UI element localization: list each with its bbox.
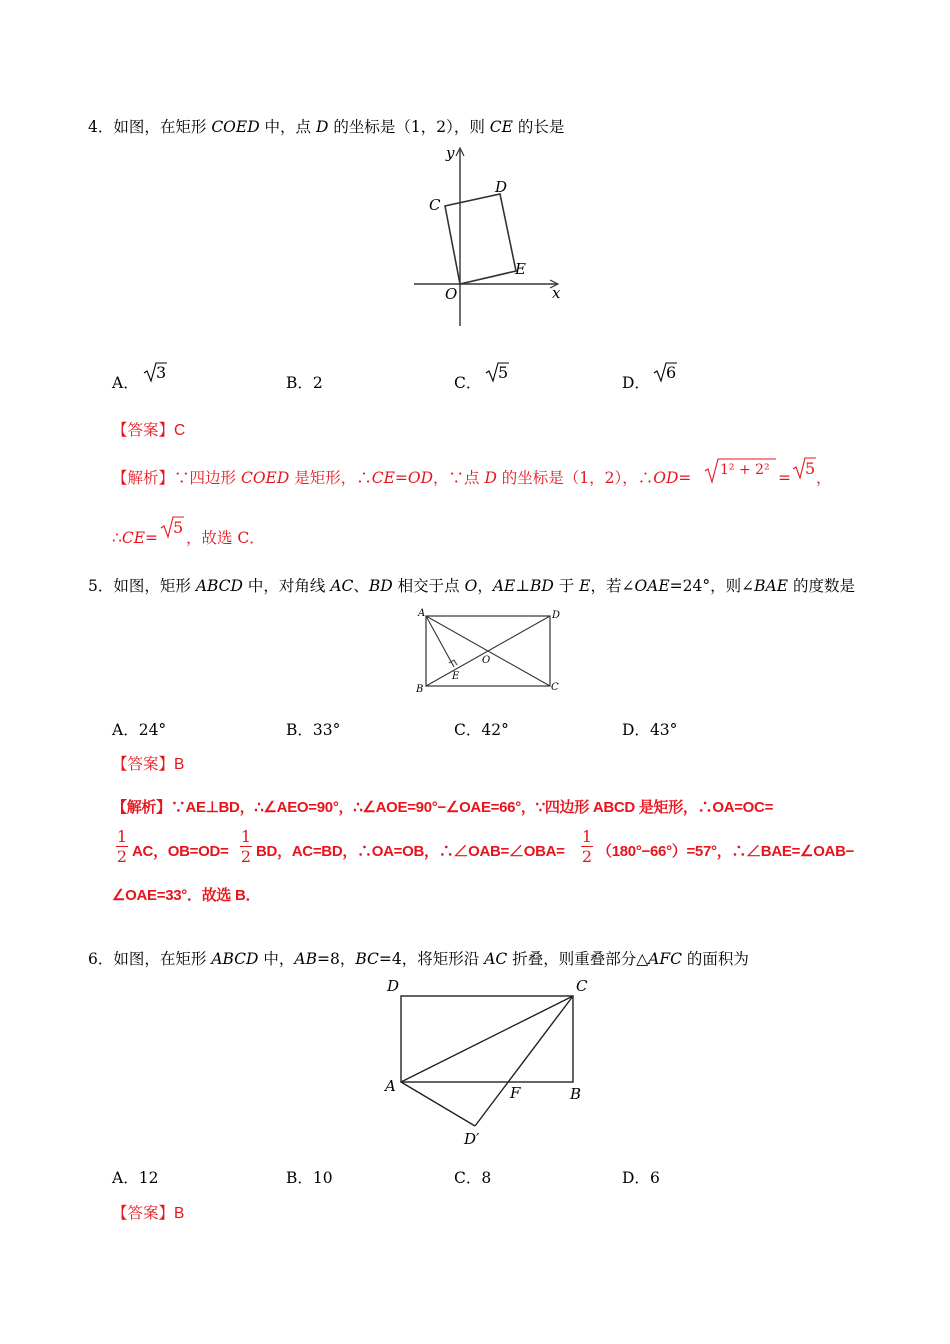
q6-answer-value: B — [174, 1205, 185, 1222]
q6-option-a[interactable] — [112, 1168, 158, 1188]
q5-frac-3-num: 1 — [581, 827, 593, 846]
text-segment: =8， — [317, 950, 356, 968]
text-segment: BC — [355, 950, 379, 968]
q5-label-b: B — [416, 684, 424, 695]
q6-label-dprime: D′ — [464, 1130, 480, 1148]
text-segment: 的度数是 — [788, 577, 855, 595]
q4-analysis-eq: = — [778, 469, 791, 487]
text-segment: 的面积为 — [681, 950, 749, 968]
q6-option-a-value: 12 — [138, 1169, 159, 1187]
q4-analysis-conclusion: ，故选 C． — [186, 529, 265, 547]
q4-analysis-sqrt-sum — [704, 456, 774, 484]
text-segment: O — [464, 577, 478, 595]
text-segment: ⊥ — [515, 577, 530, 595]
q6-stem-text — [113, 950, 749, 968]
q4-analysis-sqrt5-radicand: 5 — [805, 459, 816, 478]
text-segment: =4，将矩形沿 — [378, 950, 485, 968]
q4-option-c-radicand: 5 — [498, 363, 509, 382]
q4-stem — [88, 117, 564, 137]
text-segment: BD — [529, 577, 554, 595]
q4-option-b-letter: B． — [286, 374, 313, 392]
q5-label-e: E — [452, 671, 460, 682]
q4-analysis-text — [174, 469, 691, 487]
text-segment: ，若∠ — [590, 577, 635, 595]
q5-option-b[interactable] — [286, 720, 340, 740]
q5-option-c-value: 42° — [481, 721, 509, 739]
q4-label-e: E — [515, 260, 526, 278]
q4-analysis-line1 — [112, 468, 691, 489]
text-segment: 的长是 — [512, 118, 565, 136]
text-segment: OAE — [634, 577, 670, 595]
text-segment: 的坐标是（1，2），则 — [328, 118, 490, 136]
q5-analysis-line1 — [112, 798, 773, 818]
q5-stem-text — [113, 577, 855, 595]
q6-option-c[interactable] — [454, 1168, 491, 1188]
q5-analysis-l2a: AC，OB=OD= — [132, 843, 229, 860]
text-segment: AC — [484, 950, 508, 968]
q4-analysis-sqrt-inner: 1² + 2² — [720, 462, 770, 478]
q4-option-a-radicand: 3 — [156, 363, 167, 382]
text-segment: ， — [477, 577, 493, 595]
q4-option-d-letter: D． — [622, 374, 650, 392]
q4-analysis-line2-radicand: 5 — [173, 518, 184, 537]
text-segment: E — [579, 577, 591, 595]
q6-label-d: D — [387, 977, 400, 995]
text-segment: 如图，矩形 — [113, 577, 196, 595]
text-segment: COED — [240, 469, 290, 487]
text-segment: COED — [211, 118, 260, 136]
text-segment: AE — [492, 577, 516, 595]
q5-label-o: O — [482, 655, 491, 666]
q5-label-c: C — [551, 682, 559, 693]
q4-answer — [112, 421, 185, 441]
q5-figure — [412, 604, 572, 696]
q6-option-b-value: 10 — [312, 1169, 333, 1187]
q6-answer-label: 【答案】 — [112, 1205, 175, 1222]
q4-label-c: C — [429, 196, 441, 214]
text-segment: 中，点 — [259, 118, 316, 136]
q5-frac-2-num: 1 — [240, 827, 252, 846]
q4-analysis-line2 — [112, 528, 158, 548]
q4-option-a[interactable] — [112, 373, 139, 393]
q5-label-d: D — [552, 610, 561, 621]
text-segment: CE — [489, 118, 513, 136]
q5-option-a-value: 24° — [138, 721, 167, 739]
q6-option-c-value: 8 — [481, 1169, 492, 1187]
q5-analysis-line3: ∠OAE=33°．故选 B． — [112, 887, 261, 904]
q4-option-b-value: 2 — [312, 374, 323, 392]
q5-frac-2 — [239, 827, 253, 866]
q5-option-b-value: 33° — [312, 721, 341, 739]
q4-option-c-letter: C． — [454, 374, 482, 392]
text-segment: ABCD — [211, 950, 259, 968]
text-segment: 于 — [553, 577, 580, 595]
text-segment: BD — [368, 577, 393, 595]
q6-option-b[interactable] — [286, 1168, 333, 1188]
q5-answer-value: B — [174, 756, 185, 773]
q5-option-c-letter: C． — [454, 721, 482, 739]
q5-analysis-l2b: BD，AC=BD，∴OA=OB，∴∠OAB=∠OBA= — [256, 843, 565, 860]
q6-option-b-letter: B． — [286, 1169, 313, 1187]
q6-option-c-letter: C． — [454, 1169, 482, 1187]
q5-number: 5． — [88, 577, 114, 595]
q6-option-d-value: 6 — [649, 1169, 660, 1187]
q4-analysis-therefore: ∴ — [112, 529, 122, 547]
q5-option-a[interactable] — [112, 720, 166, 740]
text-segment: ABCD — [195, 577, 243, 595]
text-segment: 如图，在矩形 — [113, 950, 212, 968]
q5-analysis-label: 【解析】 — [112, 799, 171, 816]
q4-analysis-comma: ， — [816, 469, 832, 487]
text-segment: D — [315, 118, 329, 136]
q4-label-y: y — [446, 144, 455, 162]
text-segment: 折叠，则重叠部分△ — [507, 950, 649, 968]
q5-analysis-l2c: （180°−66°）=57°，∴∠BAE=∠OAB− — [597, 843, 855, 860]
text-segment: 中， — [258, 950, 295, 968]
q5-label-a: A — [418, 608, 426, 619]
q5-option-b-letter: B． — [286, 721, 313, 739]
q6-answer — [112, 1204, 184, 1224]
q4-analysis-ce: CE= — [121, 529, 159, 547]
text-segment: 中，对角线 — [242, 577, 331, 595]
text-segment: 如图，在矩形 — [113, 118, 212, 136]
text-segment: ∵四边形 — [174, 469, 241, 487]
text-segment: D — [484, 469, 497, 487]
q4-analysis-label: 【解析】 — [112, 470, 175, 487]
q4-stem-text — [113, 118, 564, 136]
q4-label-x: x — [552, 284, 561, 302]
text-segment: AB — [294, 950, 318, 968]
text-segment: 、 — [353, 577, 369, 595]
text-segment: 的坐标是（1，2），∴ — [496, 469, 654, 487]
q5-frac-2-den: 2 — [240, 847, 252, 866]
q5-frac-1 — [115, 827, 129, 866]
q4-number: 4． — [88, 118, 114, 136]
q4-label-d: D — [495, 178, 508, 196]
q5-option-d-letter: D． — [622, 721, 650, 739]
q6-label-a: A — [385, 1077, 396, 1095]
q5-frac-1-den: 2 — [116, 847, 128, 866]
q4-option-b[interactable] — [286, 373, 323, 393]
text-segment: OD — [653, 469, 679, 487]
text-segment: CE=OD — [371, 469, 433, 487]
q6-label-f: F — [510, 1084, 521, 1102]
q5-option-c[interactable] — [454, 720, 509, 740]
q5-option-d-value: 43° — [649, 721, 678, 739]
q5-frac-3-den: 2 — [581, 847, 593, 866]
q4-figure — [412, 144, 564, 328]
text-segment: 是矩形，∴ — [289, 469, 372, 487]
q6-option-d-letter: D． — [622, 1169, 650, 1187]
q4-label-o: O — [445, 285, 458, 303]
q4-option-c[interactable] — [454, 373, 481, 393]
q5-answer — [112, 755, 184, 775]
q4-answer-value: C — [174, 422, 186, 439]
text-segment: ，∵点 — [433, 469, 485, 487]
q6-figure — [380, 972, 595, 1150]
q4-answer-label: 【答案】 — [112, 422, 175, 439]
q6-option-a-letter: A． — [112, 1169, 139, 1187]
q6-label-b: B — [570, 1085, 582, 1103]
q4-option-d-radicand: 6 — [666, 363, 677, 382]
q5-option-a-letter: A． — [112, 721, 139, 739]
q5-stem — [88, 576, 855, 596]
q5-frac-1-num: 1 — [116, 827, 128, 846]
text-segment: BAE — [754, 577, 789, 595]
q6-number: 6． — [88, 950, 114, 968]
text-segment: =24°，则∠ — [669, 577, 755, 595]
q5-frac-3 — [580, 827, 594, 866]
q5-option-d[interactable] — [622, 720, 677, 740]
q4-option-a-letter: A． — [112, 374, 139, 392]
text-segment: AC — [330, 577, 354, 595]
q5-analysis-text1: ∵AE⊥BD，∴∠AEO=90°，∴∠AOE=90°−∠OAE=66°，∵四边形 ABCD 是矩形，∴OA=OC= — [170, 799, 774, 816]
q6-option-d[interactable] — [622, 1168, 660, 1188]
text-segment: AFC — [648, 950, 682, 968]
q5-answer-label: 【答案】 — [112, 756, 175, 773]
text-segment: 相交于点 — [392, 577, 465, 595]
q6-label-c: C — [576, 977, 588, 995]
q6-stem — [88, 949, 749, 969]
text-segment: = — [678, 469, 692, 487]
q4-option-d[interactable] — [622, 373, 650, 393]
